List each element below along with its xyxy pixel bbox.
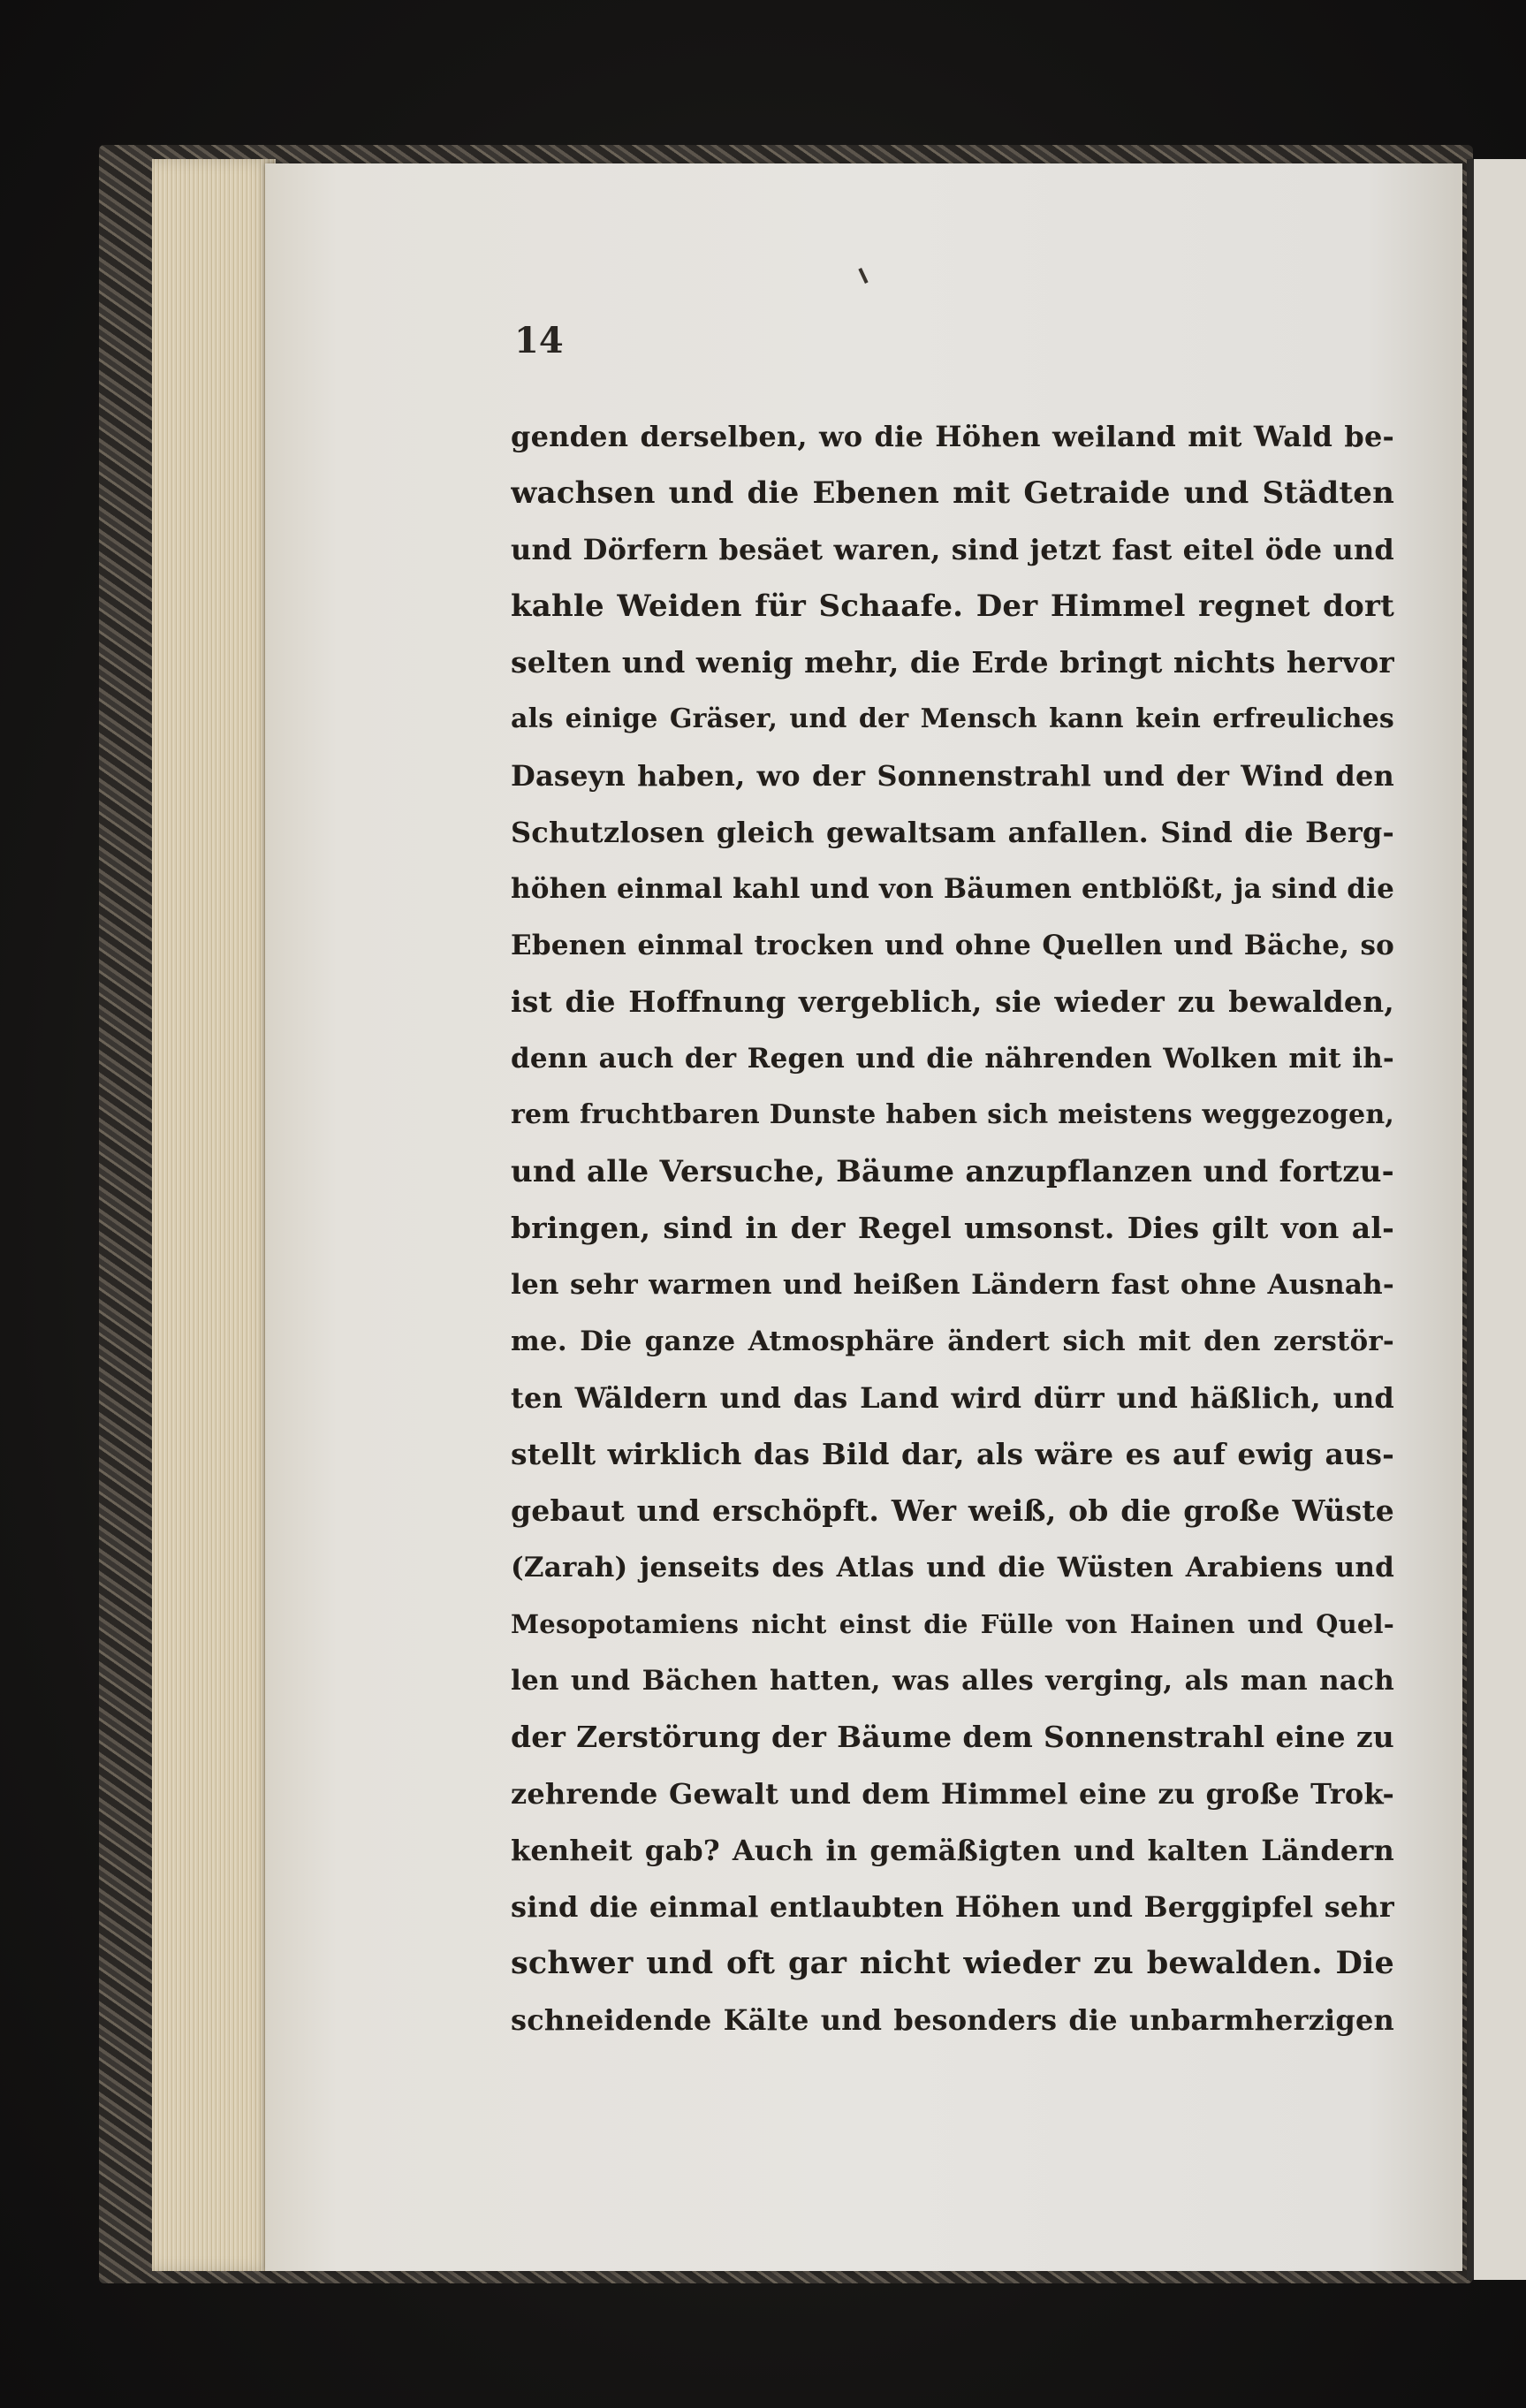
text-line: (Zarah) jenseits des Atlas und die Wüsten Arabiens und: [511, 1552, 1394, 1584]
text-line: bringen, sind in der Regel umsonst. Dies gilt von al-: [511, 1211, 1394, 1245]
text-line: Daseyn haben, wo der Sonnenstrahl und der Wind den: [511, 759, 1394, 793]
text-line: denn auch der Regen und die nährenden Wolken mit ih-: [511, 1043, 1394, 1075]
text-line: Mesopotamiens nicht einst die Fülle von Hainen und Quel-: [511, 1609, 1394, 1639]
text-line: der Zerstörung der Bäume dem Sonnenstrahl eine zu: [511, 1720, 1394, 1754]
text-line: wachsen und die Ebenen mit Getraide und Städten: [511, 475, 1394, 511]
text-line: höhen einmal kahl und von Bäumen entblößt, ja sind die: [511, 873, 1394, 905]
text-line: ist die Hoffnung vergeblich, sie wieder zu bewalden,: [511, 984, 1394, 1019]
facing-page-edge: [1467, 159, 1526, 2280]
text-line: len sehr warmen und heißen Ländern fast ohne Ausnah-: [511, 1269, 1394, 1301]
text-line: me. Die ganze Atmosphäre ändert sich mit den zerstör-: [511, 1326, 1394, 1357]
text-line: sind die einmal entlaubten Höhen und Berggipfel sehr: [511, 1890, 1394, 1924]
text-line: kenheit gab? Auch in gemäßigten und kalten Ländern: [511, 1834, 1394, 1867]
text-line: ten Wäldern und das Land wird dürr und häßlich, und: [511, 1381, 1394, 1415]
page-number: 14: [514, 320, 564, 361]
text-line: rem fruchtbaren Dunste haben sich meistens weggezogen,: [511, 1099, 1394, 1130]
text-line: und alle Versuche, Bäume anzupflanzen und fortzu-: [511, 1154, 1394, 1189]
text-line: stellt wirklich das Bild dar, als wäre es auf ewig aus-: [511, 1437, 1394, 1471]
text-line: Ebenen einmal trocken und ohne Quellen und Bäche, so: [511, 930, 1394, 961]
text-line: schneidende Kälte und besonders die unbarmherzigen: [511, 2003, 1394, 2037]
body-text: [511, 408, 1394, 2048]
text-line: genden derselben, wo die Höhen weiland mit Wald be-: [511, 420, 1394, 453]
text-line: kahle Weiden für Schaafe. Der Himmel regnet dort: [511, 589, 1394, 624]
text-line: als einige Gräser, und der Mensch kann kein erfreuliches: [511, 703, 1394, 734]
text-line: Schutzlosen gleich gewaltsam anfallen. Sind die Berg-: [511, 816, 1394, 849]
text-line: zehrende Gewalt und dem Himmel eine zu große Trok-: [511, 1777, 1394, 1811]
text-line: gebaut und erschöpft. Wer weiß, ob die große Wüste: [511, 1493, 1394, 1528]
text-line: len und Bächen hatten, was alles verging, als man nach: [511, 1665, 1394, 1697]
text-line: schwer und oft gar nicht wieder zu bewalden. Die: [511, 1945, 1394, 1981]
text-line: selten und wenig mehr, die Erde bringt nichts hervor: [511, 645, 1394, 680]
page-stack-edge: [152, 159, 276, 2271]
text-line: und Dörfern besäet waren, sind jetzt fast eitel öde und: [511, 533, 1394, 566]
